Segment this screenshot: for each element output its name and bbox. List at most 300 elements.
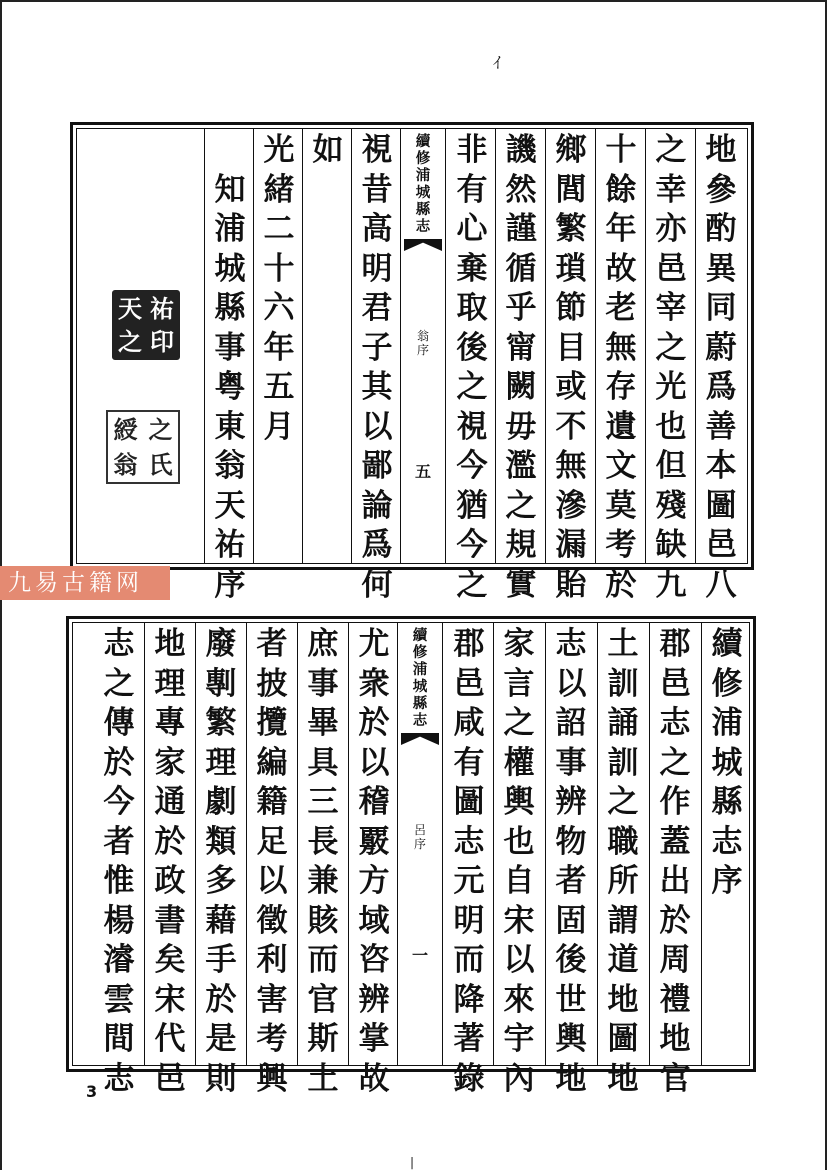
glyph: 蔚 (705, 329, 737, 366)
glyph: 辨 (555, 784, 587, 820)
glyph: 宋 (503, 902, 535, 939)
text-column (206, 131, 254, 603)
glyph: 浦 (214, 211, 246, 247)
glyph: 地 (607, 981, 639, 1018)
text-column (255, 131, 303, 561)
glyph: 非 (456, 132, 488, 168)
glyph: 心 (456, 211, 488, 247)
glyph: 存 (605, 369, 637, 405)
glyph: 代 (154, 1021, 186, 1057)
glyph: 書 (154, 902, 186, 939)
glyph: 間 (103, 1021, 135, 1057)
column-rule (195, 623, 196, 1065)
glyph: 善 (705, 408, 737, 445)
glyph: 於 (154, 823, 186, 860)
glyph: 理 (205, 744, 237, 781)
glyph: 地 (659, 1021, 691, 1057)
glyph: 權 (503, 744, 535, 781)
glyph: 宋 (154, 981, 186, 1018)
glyph: 之 (103, 665, 135, 702)
glyph: 家 (154, 744, 186, 781)
glyph: 貽 (555, 566, 587, 603)
glyph: 異 (705, 250, 737, 287)
column-rule (701, 623, 702, 1065)
glyph: 之 (659, 744, 691, 781)
glyph: 無 (605, 329, 637, 366)
glyph: 土 (307, 1060, 339, 1097)
fishtail-mark (401, 733, 439, 745)
glyph: 攬 (256, 705, 288, 741)
glyph: 圖 (453, 784, 485, 820)
glyph: 明 (361, 250, 393, 287)
glyph: 莫 (605, 487, 637, 524)
glyph: 年 (263, 329, 295, 366)
bottom-page-panel (66, 616, 756, 1097)
glyph: 事 (214, 329, 246, 366)
glyph: 八 (705, 566, 737, 603)
column-rule (597, 623, 598, 1065)
glyph: 翁 (416, 329, 429, 343)
glyph: 爲 (705, 369, 737, 405)
glyph: 知 (214, 171, 246, 208)
glyph: 城 (415, 184, 431, 201)
column-rule (545, 623, 546, 1065)
glyph: 者 (103, 823, 135, 860)
glyph: 理 (154, 665, 186, 702)
glyph: 子 (361, 329, 393, 366)
glyph: 同 (705, 290, 737, 326)
glyph: 序 (413, 837, 426, 851)
glyph: 九 (655, 566, 687, 603)
band-folio: 一 (411, 946, 428, 965)
glyph: 呂 (413, 823, 426, 837)
glyph: 咨 (358, 942, 390, 978)
glyph (215, 131, 246, 171)
glyph: 於 (358, 705, 390, 741)
text-column (703, 625, 751, 1063)
glyph: 斯 (307, 1021, 339, 1057)
glyph: 繁 (205, 705, 237, 741)
glyph: 之 (607, 784, 639, 820)
glyph: 傳 (103, 705, 135, 741)
glyph: 濬 (103, 942, 135, 978)
glyph: 如 (312, 132, 344, 168)
glyph: 之 (655, 132, 687, 168)
glyph: 手 (205, 942, 237, 978)
glyph: 年 (605, 211, 637, 247)
glyph: 爲 (361, 527, 393, 563)
glyph: 蓋 (659, 823, 691, 860)
glyph: 後 (555, 942, 587, 978)
glyph: 咸 (453, 705, 485, 741)
band-subtitle (401, 329, 445, 357)
glyph: 家 (503, 626, 535, 662)
text-column (599, 625, 647, 1097)
column-rule (649, 623, 650, 1065)
text-column (350, 625, 398, 1097)
glyph: 視 (361, 132, 393, 168)
glyph: 但 (655, 448, 687, 484)
glyph: 徵 (256, 902, 288, 939)
glyph: 閭 (555, 171, 587, 208)
band-title (398, 627, 442, 729)
glyph: 高 (361, 211, 393, 247)
glyph: 之 (503, 705, 535, 741)
glyph: 光 (655, 369, 687, 405)
center-band (397, 623, 443, 1065)
glyph: 以 (503, 942, 535, 978)
glyph: 幸 (655, 171, 687, 208)
text-column (95, 625, 143, 1097)
column-rule (595, 129, 596, 563)
glyph: 老 (605, 290, 637, 326)
glyph: 而 (307, 942, 339, 978)
glyph: 浦 (412, 661, 428, 678)
text-column (448, 131, 496, 603)
glyph: 昔 (361, 171, 393, 208)
glyph: 緒 (263, 171, 295, 208)
glyph: 廢 (205, 626, 237, 662)
glyph: 亦 (655, 211, 687, 247)
column-rule (348, 623, 349, 1065)
glyph: 之 (456, 566, 488, 603)
glyph: 出 (659, 863, 691, 899)
center-band (400, 129, 446, 563)
glyph: 剸 (205, 665, 237, 702)
glyph: 邑 (453, 665, 485, 702)
glyph: 猶 (456, 487, 488, 524)
glyph: 害 (256, 981, 288, 1018)
glyph: 矣 (154, 942, 186, 978)
glyph: 元 (453, 863, 485, 899)
glyph: 翁 (214, 448, 246, 484)
glyph: 降 (453, 981, 485, 1018)
glyph: 固 (555, 902, 587, 939)
glyph: 事 (307, 665, 339, 702)
glyph: 參 (705, 171, 737, 208)
glyph: 餘 (605, 171, 637, 208)
glyph: 本 (705, 448, 737, 484)
glyph: 地 (607, 1060, 639, 1097)
glyph: 地 (705, 132, 737, 168)
glyph: 志 (453, 823, 485, 860)
glyph: 輿 (555, 1021, 587, 1057)
glyph: 衆 (358, 665, 390, 702)
glyph: 酌 (705, 211, 737, 247)
glyph: 詔 (555, 705, 587, 741)
glyph: 縣 (415, 201, 431, 218)
glyph: 尤 (358, 626, 390, 662)
column-rule (204, 129, 205, 563)
glyph: 三 (307, 784, 339, 820)
column-rule (246, 623, 247, 1065)
text-column (697, 131, 745, 603)
column-rule (545, 129, 546, 563)
glyph: 無 (555, 448, 587, 484)
glyph: 也 (503, 823, 535, 860)
glyph: 鄙 (361, 448, 393, 484)
glyph: 畢 (307, 705, 339, 741)
glyph: 世 (555, 981, 587, 1018)
glyph: 漏 (555, 527, 587, 563)
glyph: 者 (256, 626, 288, 662)
glyph: 光 (263, 132, 295, 168)
glyph: 考 (256, 1021, 288, 1057)
glyph: 縣 (412, 695, 428, 712)
glyph: 殘 (655, 487, 687, 524)
glyph: 邑 (655, 250, 687, 287)
glyph: 甯 (505, 329, 537, 366)
text-column (497, 131, 545, 603)
glyph: 也 (655, 408, 687, 445)
glyph: 利 (256, 942, 288, 978)
glyph: 郡 (659, 626, 691, 662)
glyph: 掌 (358, 1021, 390, 1057)
glyph: 規 (505, 527, 537, 563)
glyph: 故 (605, 250, 637, 287)
glyph: 節 (555, 290, 587, 326)
glyph: 圖 (705, 487, 737, 524)
text-column (445, 625, 493, 1097)
glyph: 遺 (605, 408, 637, 445)
glyph: 志 (103, 626, 135, 662)
glyph: 訓 (607, 744, 639, 781)
glyph: 以 (361, 408, 393, 445)
glyph: 目 (555, 329, 587, 366)
glyph: 雲 (103, 981, 135, 1018)
text-column (647, 131, 695, 603)
glyph: 有 (456, 171, 488, 208)
glyph: 濫 (505, 448, 537, 484)
glyph: 譏 (505, 132, 537, 168)
glyph: 事 (555, 744, 587, 781)
glyph: 道 (607, 942, 639, 978)
text-column (197, 625, 245, 1097)
glyph: 今 (456, 448, 488, 484)
glyph: 政 (154, 863, 186, 899)
glyph: 而 (453, 942, 485, 978)
column-rule (144, 623, 145, 1065)
glyph: 以 (358, 744, 390, 781)
glyph: 縣 (711, 784, 743, 820)
text-column (146, 625, 194, 1097)
glyph: 域 (358, 902, 390, 939)
glyph: 通 (154, 784, 186, 820)
glyph: 禮 (659, 981, 691, 1018)
glyph: 續 (711, 626, 743, 662)
glyph: 作 (659, 784, 691, 820)
text-column (597, 131, 645, 603)
glyph: 續 (412, 627, 428, 644)
glyph: 類 (205, 823, 237, 860)
glyph: 或 (555, 369, 587, 405)
glyph: 君 (361, 290, 393, 326)
band-title (401, 133, 445, 235)
glyph: 物 (555, 823, 587, 860)
glyph: 者 (555, 863, 587, 899)
glyph: 邑 (659, 665, 691, 702)
glyph: 論 (361, 487, 393, 524)
text-column (651, 625, 699, 1097)
glyph: 視 (456, 408, 488, 445)
glyph: 縣 (214, 290, 246, 326)
glyph: 祐 (214, 527, 246, 563)
glyph: 月 (263, 408, 295, 445)
glyph: 續 (415, 133, 431, 150)
glyph: 官 (307, 981, 339, 1018)
glyph: 今 (103, 784, 135, 820)
glyph: 浦 (711, 705, 743, 741)
glyph: 來 (503, 981, 535, 1018)
band-folio: 五 (414, 462, 431, 481)
glyph: 地 (154, 626, 186, 662)
glyph: 籍 (256, 784, 288, 820)
glyph: 郡 (453, 626, 485, 662)
glyph: 專 (154, 705, 186, 741)
glyph: 浦 (415, 167, 431, 184)
glyph: 天 (214, 487, 246, 524)
glyph: 誦 (607, 705, 639, 741)
glyph: 辨 (358, 981, 390, 1018)
seal-stamp: 綬 之 翁 氏 (106, 410, 180, 484)
glyph: 序 (416, 343, 429, 357)
glyph: 覈 (358, 823, 390, 860)
glyph: 謹 (505, 211, 537, 247)
glyph: 則 (205, 1060, 237, 1097)
glyph: 缺 (655, 527, 687, 563)
glyph: 訓 (607, 665, 639, 702)
page-number: 3 (86, 1082, 98, 1101)
glyph: 瑣 (555, 250, 587, 287)
glyph: 志 (555, 626, 587, 662)
column-rule (645, 129, 646, 563)
glyph: 有 (453, 744, 485, 781)
glyph: 長 (307, 823, 339, 860)
text-column (353, 131, 401, 603)
glyph: 後 (456, 329, 488, 366)
glyph: 於 (605, 566, 637, 603)
glyph: 披 (256, 665, 288, 702)
glyph: 編 (256, 744, 288, 781)
glyph: 五 (263, 369, 295, 405)
text-column (495, 625, 543, 1097)
glyph: 文 (605, 448, 637, 484)
glyph: 之 (505, 487, 537, 524)
glyph: 於 (103, 744, 135, 781)
glyph: 十 (263, 250, 295, 287)
glyph: 志 (711, 823, 743, 860)
glyph: 宰 (655, 290, 687, 326)
glyph: 楊 (103, 902, 135, 939)
glyph: 志 (412, 712, 428, 729)
glyph: 謂 (607, 902, 639, 939)
glyph: 內 (503, 1060, 535, 1097)
seal-stamp: 天 祐 之 印 (112, 290, 180, 360)
glyph: 周 (659, 942, 691, 978)
glyph: 之 (655, 329, 687, 366)
glyph: 輿 (503, 784, 535, 820)
glyph: 具 (307, 744, 339, 781)
glyph: 之 (456, 369, 488, 405)
glyph: 東 (214, 408, 246, 445)
glyph: 城 (214, 250, 246, 287)
glyph: 宇 (503, 1021, 535, 1057)
glyph: 故 (358, 1060, 390, 1097)
glyph: 稽 (358, 784, 390, 820)
glyph: 土 (607, 626, 639, 662)
glyph: 修 (412, 644, 428, 661)
glyph: 今 (456, 527, 488, 563)
glyph: 毋 (505, 408, 537, 445)
glyph: 明 (453, 902, 485, 939)
glyph: 六 (263, 290, 295, 326)
glyph: 志 (415, 218, 431, 235)
glyph: 職 (607, 823, 639, 860)
watermark-banner: 九易古籍网 (0, 566, 170, 600)
glyph: 庶 (307, 626, 339, 662)
glyph: 闕 (505, 369, 537, 405)
glyph: 序 (214, 566, 246, 603)
glyph: 劇 (205, 784, 237, 820)
glyph: 言 (503, 665, 535, 702)
text-column (547, 625, 595, 1097)
bottom-mark: | (410, 1155, 415, 1169)
glyph: 地 (555, 1060, 587, 1097)
glyph: 何 (361, 566, 393, 603)
glyph: 循 (505, 250, 537, 287)
glyph: 志 (103, 1060, 135, 1097)
glyph: 興 (256, 1060, 288, 1097)
glyph: 賅 (307, 902, 339, 939)
text-column (547, 131, 595, 603)
glyph: 藉 (205, 902, 237, 939)
column-rule (297, 623, 298, 1065)
glyph: 圖 (607, 1021, 639, 1057)
glyph: 乎 (505, 290, 537, 326)
text-column (304, 131, 352, 561)
glyph: 滲 (555, 487, 587, 524)
text-column (299, 625, 347, 1097)
glyph: 惟 (103, 863, 135, 899)
glyph: 是 (205, 1021, 237, 1057)
glyph: 所 (607, 863, 639, 899)
glyph: 邑 (154, 1060, 186, 1097)
glyph: 修 (711, 665, 743, 702)
band-subtitle (398, 823, 442, 851)
glyph: 自 (503, 863, 535, 899)
glyph: 城 (711, 744, 743, 781)
glyph: 兼 (307, 863, 339, 899)
text-column (248, 625, 296, 1097)
glyph: 志 (659, 705, 691, 741)
glyph: 鄉 (555, 132, 587, 168)
glyph: 城 (412, 678, 428, 695)
glyph: 於 (205, 981, 237, 1018)
glyph: 考 (605, 527, 637, 563)
glyph: 然 (505, 171, 537, 208)
column-rule (493, 623, 494, 1065)
glyph: 修 (415, 150, 431, 167)
glyph: 以 (256, 863, 288, 899)
glyph: 於 (659, 902, 691, 939)
glyph: 多 (205, 863, 237, 899)
glyph: 二 (263, 211, 295, 247)
glyph: 序 (711, 863, 743, 899)
fishtail-mark (404, 239, 442, 251)
top-mark: ｲ (493, 53, 502, 72)
glyph: 十 (605, 132, 637, 168)
column-rule (695, 129, 696, 563)
